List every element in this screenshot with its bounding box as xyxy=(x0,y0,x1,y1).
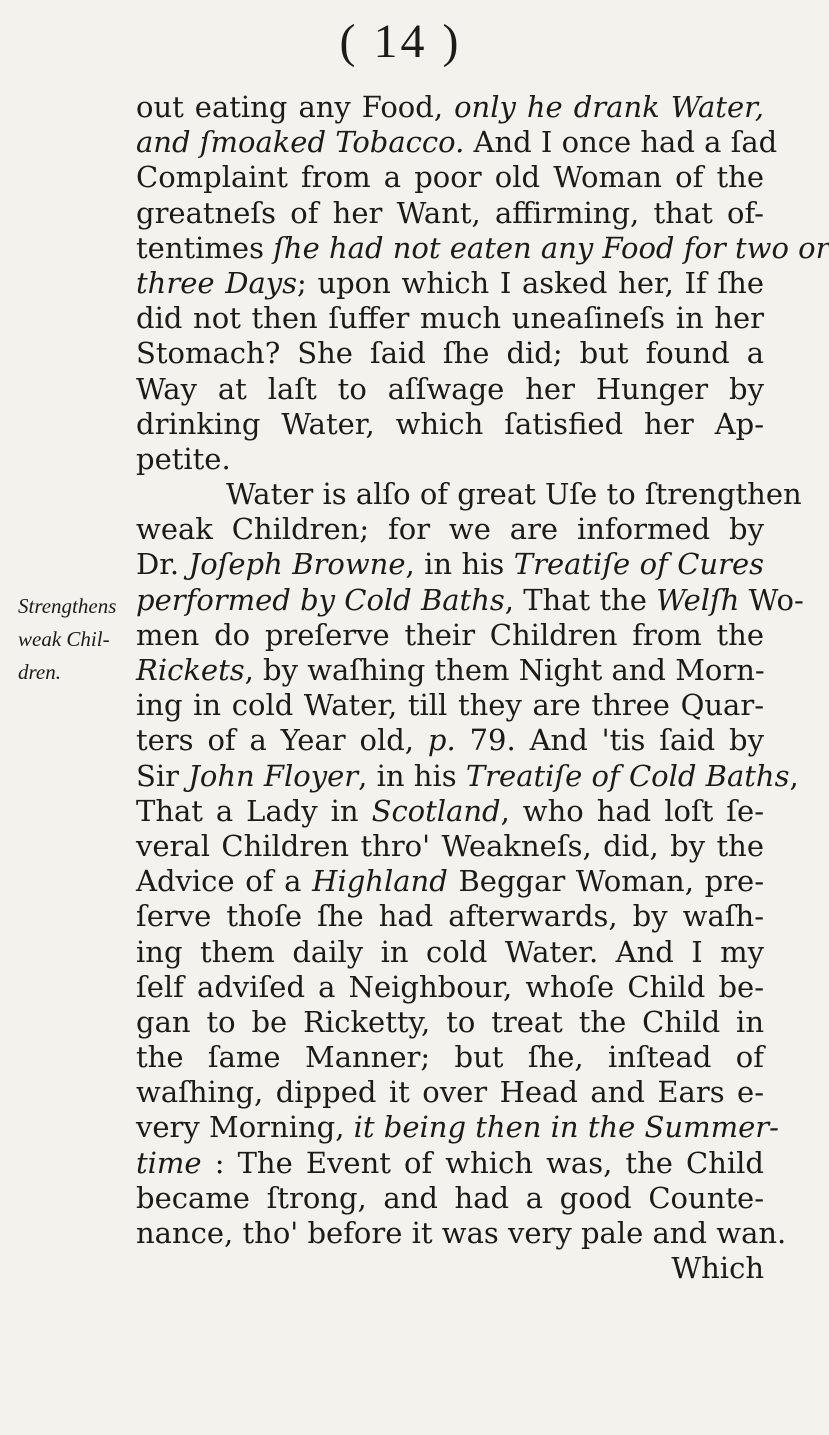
text-segment: John Floyer xyxy=(188,758,359,793)
text-segment: Joſeph Browne xyxy=(188,547,406,582)
text-line xyxy=(136,970,764,1005)
text-segment: 79. And 'tis ſaid by xyxy=(455,723,764,758)
text-segment: , by waſhing them Night and Morn- xyxy=(244,653,765,687)
text-segment: time xyxy=(136,1145,202,1180)
text-line xyxy=(136,512,764,547)
text-line xyxy=(136,794,764,829)
text-line xyxy=(136,407,764,442)
text-line xyxy=(136,829,764,864)
text-segment: Beggar Woman, pre- xyxy=(447,864,764,899)
text-segment: ters of a Year old, xyxy=(136,723,428,758)
margin-note-line: Strengthens xyxy=(18,594,117,618)
text-line xyxy=(136,1005,764,1040)
text-segment: Treatiſe of Cold Baths xyxy=(465,758,790,793)
text-segment: men do preſerve their Children from the xyxy=(136,617,764,652)
text-segment: Treatiſe of Cures xyxy=(513,547,764,582)
text-segment: and ſmoaked Tobacco. xyxy=(136,125,465,160)
text-segment: three Days xyxy=(136,265,297,300)
text-segment: , in his xyxy=(358,758,466,793)
text-line xyxy=(136,935,764,970)
text-segment: became ſtrong, and had a good Counte- xyxy=(136,1180,764,1215)
text-segment: Complaint from a poor old Woman of the xyxy=(136,160,764,195)
text-segment: ing in cold Water, till they are three Quar- xyxy=(136,688,764,723)
text-segment: nance, tho' before it was very pale and wan. xyxy=(136,1216,787,1250)
text-line xyxy=(136,1110,779,1145)
text-line xyxy=(136,618,764,653)
text-segment: did not then ſuffer much uneaſineſs in her xyxy=(136,301,764,336)
text-segment: Stomach? She ſaid ſhe did; but found a xyxy=(136,336,764,371)
text-line xyxy=(136,1075,764,1110)
text-line xyxy=(136,864,764,899)
margin-note xyxy=(18,590,130,689)
text-line xyxy=(136,372,764,407)
text-segment: Water is alſo of great Uſe to ſtrengthen xyxy=(226,477,802,512)
text-segment: ſelf adviſed a Neighbour, whoſe Child be- xyxy=(136,969,764,1004)
text-segment: Welſh xyxy=(656,582,740,617)
text-line xyxy=(136,758,799,794)
text-segment: ing them daily in cold Water. And I my xyxy=(136,934,764,969)
text-segment: ; upon which I asked her, If ſhe xyxy=(297,265,764,300)
text-line xyxy=(136,1040,764,1075)
text-segment: p. xyxy=(427,723,456,758)
text-segment: performed by Cold Baths xyxy=(136,582,505,617)
text-line xyxy=(136,160,764,195)
text-segment: waſhing, dipped it over Head and Ears e- xyxy=(136,1075,764,1110)
text-segment: veral Children thro' Weakneſs, did, by the xyxy=(136,828,764,863)
text-line xyxy=(136,1216,787,1251)
text-segment: Highland xyxy=(312,864,448,899)
text-segment: , who had loſt ſe- xyxy=(500,793,764,828)
text-segment: only he drank Water, xyxy=(454,90,764,124)
text-segment: Way at laſt to aſſwage her Hunger by xyxy=(136,371,764,406)
text-segment: Advice of a xyxy=(136,864,313,899)
text-segment: drinking Water, which ſatisfied her Ap- xyxy=(136,406,764,441)
text-segment: petite. xyxy=(136,441,231,476)
text-segment: Wo- xyxy=(739,582,804,617)
text-line xyxy=(136,196,764,231)
text-segment: , That the xyxy=(504,582,657,617)
text-line xyxy=(136,442,764,477)
text-line xyxy=(136,336,764,371)
text-line xyxy=(136,477,802,512)
body-text xyxy=(136,90,829,1286)
text-line xyxy=(136,723,764,758)
text-segment: gan to be Ricketty, to treat the Child in xyxy=(136,1004,764,1039)
text-line xyxy=(136,266,764,301)
text-line xyxy=(136,547,764,582)
text-segment: That a Lady in xyxy=(136,793,372,828)
text-segment: Scotland xyxy=(371,793,501,828)
text-segment: it being then in the Summer- xyxy=(353,1110,779,1145)
text-line xyxy=(136,1181,764,1216)
text-line xyxy=(136,688,764,723)
margin-note-line: weak Chil- xyxy=(18,627,110,651)
text-segment: weak Children; for we are informed by xyxy=(136,512,764,547)
text-line xyxy=(136,301,764,336)
text-segment: greatneſs of her Want, affirming, that of- xyxy=(136,195,764,230)
text-segment: ſerve thoſe ſhe had afterwards, by waſh- xyxy=(136,899,764,934)
text-segment: out eating any Food, xyxy=(136,90,455,124)
page-number: ( 14 ) xyxy=(339,15,462,68)
text-segment: very Morning, xyxy=(136,1110,354,1145)
text-segment: Which xyxy=(671,1251,764,1286)
margin-note-line: dren. xyxy=(18,660,61,684)
text-line xyxy=(136,1251,764,1286)
text-segment: : The Event of which was, the Child xyxy=(201,1145,764,1180)
text-line xyxy=(136,230,829,266)
text-line xyxy=(136,1146,764,1181)
text-segment: ſhe had not eaten any Food for two or xyxy=(273,230,829,265)
text-line xyxy=(136,125,778,160)
text-segment: tentimes xyxy=(136,230,274,265)
text-segment: the ſame Manner; but ſhe, inſtead of xyxy=(136,1040,764,1075)
text-segment: Sir xyxy=(136,758,189,793)
text-segment: , xyxy=(789,758,799,793)
text-segment: And I once had a ſad xyxy=(464,125,778,160)
text-line xyxy=(136,582,804,618)
text-line xyxy=(136,899,764,934)
text-line xyxy=(136,90,764,125)
text-segment: Dr. xyxy=(136,547,189,582)
text-segment: Rickets xyxy=(136,653,245,687)
text-segment: , in his xyxy=(405,547,514,582)
text-line xyxy=(136,653,764,688)
